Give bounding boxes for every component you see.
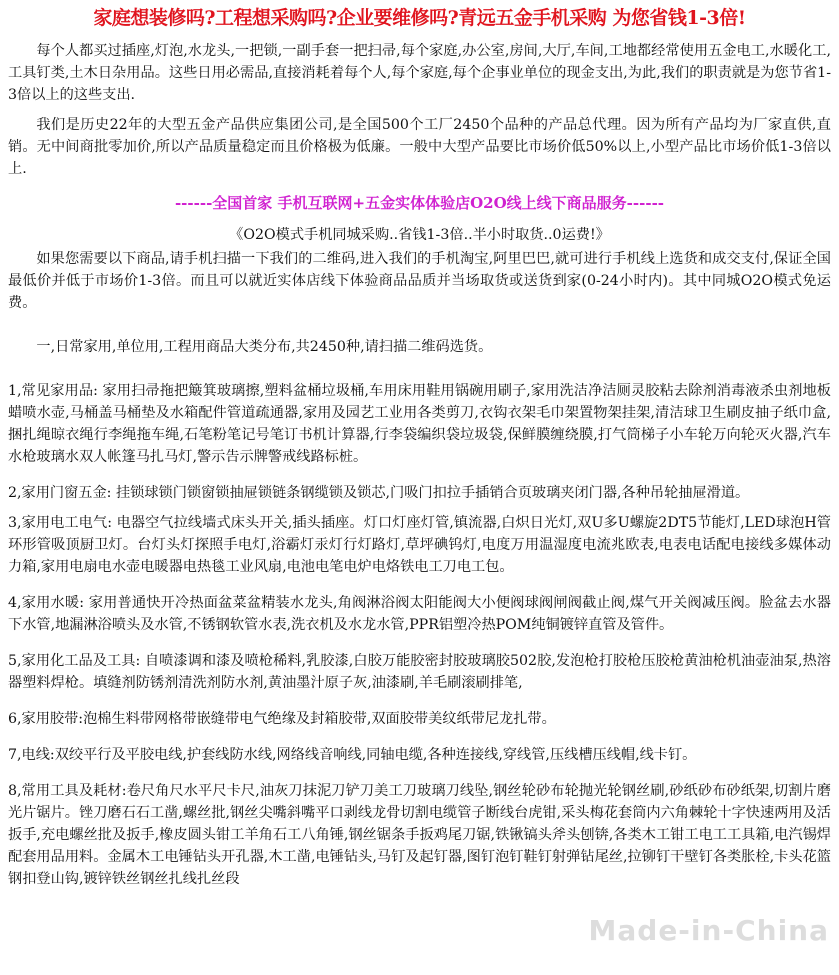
o2o-subtitle: 《O2O模式手机同城采购..省钱1-3倍..半小时取货..0运费!》 bbox=[229, 227, 610, 243]
intro-paragraph-1: 每个人都买过插座,灯泡,水龙头,一把锁,一副手套一把扫帚,每个家庭,办公室,房间,大厅,车间,工地都经常使用五金电工,水暖化工,工具钉类,土木日杂用品。这些日用必需品,直接消耗着每个人,每个家庭,每个企事业单位的现金支出,为此,我们的职责就是为您节省1-3倍以上的这些支出. bbox=[8, 43, 831, 103]
o2o-banner: ------全国首家 手机互联网+五金实体体验店O2O线上线下商品服务------ bbox=[174, 194, 665, 212]
category-item: 3,家用电工电气: 电器空气拉线墙式床头开关,插头插座。灯口灯座灯管,镇流器,白炽日光灯,双U多U螺旋2DT5节能灯,LED球泡H管环形管吸顶厨卫灯。台灯头灯探照手电灯,浴霸灯汞灯行灯路灯,草坪碘钨灯,电度万用温湿度电流兆欧表,电表电话配电接线多媒体动力箱,家用电扇电水壶电暖器电热毯工业风扇,电池电笔电炉电烙铁电工刀电工包。 bbox=[8, 515, 831, 575]
category-item: 2,家用门窗五金: 挂锁球锁门锁窗锁抽屉锁链条钢缆锁及锁芯,门吸门扣拉手插销合页玻璃夹闭门器,各种吊轮抽屉滑道。 bbox=[8, 485, 750, 501]
headline: 家庭想装修吗?工程想采购吗?企业要维修吗?青远五金手机采购 为您省钱1-3倍! bbox=[93, 7, 746, 29]
category-item: 4,家用水暖: 家用普通快开冷热面盆菜盆精装水龙头,角阀淋浴阀太阳能阀大小便阀球阀闸阀截止阀,煤气开关阀减压阀。脸盆去水器下水管,地漏淋浴喷头及水管,不锈钢软管水表,洗衣机及水龙水管,PPR铝塑冷热POM纯铜镀锌直管及管件。 bbox=[8, 595, 831, 633]
section-heading: 一,日常家用,单位用,工程用商品大类分布,共2450种,请扫描二维码选货。 bbox=[36, 339, 493, 355]
category-item: 8,常用工具及耗材:卷尺角尺水平尺卡尺,油灰刀抹泥刀铲刀美工刀玻璃刀线坠,钢丝轮砂布轮抛光轮钢丝刷,砂纸砂布砂纸架,切割片磨光片锯片。锉刀磨石石工凿,螺丝批,钢丝尖嘴斜嘴平口剥线龙骨切割电缆管子断线台虎钳,采头梅花套筒内六角棘轮十字快速两用及活扳手,充电螺丝批及扳手,橡皮圆头钳工羊角石工八角锤,钢丝锯条手扳鸡尾刀锯,铁锹镐头斧头刨锛,各类木工钳工电工工具箱,电汽锡焊配套用品用料。金属木工电锤钻头开孔器,木工凿,电锤钻头,马钉及起钉器,图钉泡钉鞋钉射弹钻尾丝,拉铆钉干壁钉各类胀栓,卡头花篮钢扣登山钩,镀锌铁丝钢丝扎线扎丝段 bbox=[8, 783, 831, 887]
watermark: Made-in-China bbox=[588, 914, 829, 947]
category-item: 6,家用胶带:泡棉生料带网格带嵌缝带电气绝缘及封箱胶带,双面胶带美纹纸带尼龙扎带。 bbox=[8, 711, 556, 727]
category-item: 5,家用化工品及工具: 自喷漆调和漆及喷枪稀料,乳胶漆,白胶万能胶密封胶玻璃胶502胶,发泡枪打胶枪压胶枪黄油枪机油壶油泵,热溶器塑料焊枪。填缝剂防锈剂清洗剂防水剂,黄油墨汁原子灰,油漆刷,羊毛刷滚刷排笔, bbox=[8, 653, 831, 691]
category-item: 1,常见家用品: 家用扫帚拖把簸箕玻璃擦,塑料盆桶垃圾桶,车用床用鞋用锅碗用刷子,家用洗洁净洁厕灵胶粘去除剂消毒液杀虫剂地板蜡喷水壶,马桶盖马桶垫及水箱配件管道疏通器,家用及园艺工业用各类剪刀,衣钩衣架毛巾架置物架挂架,清洁球卫生刷皮抽子纸巾盒,捆扎绳晾衣绳行李绳拖车绳,石笔粉笔记号笔订书机计算器,行李袋编织袋垃圾袋,保鲜膜缠绕膜,打气筒梯子小车轮万向轮灭火器,汽车水枪玻璃水双人帐篷马扎马灯,警示告示牌警戒线路标桩。 bbox=[8, 383, 831, 465]
scan-instruction: 如果您需要以下商品,请手机扫描一下我们的二维码,进入我们的手机淘宝,阿里巴巴,就可进行手机线上选货和成交支付,保证全国最低价并低于市场价1-3倍。而且可以就近实体店线下体验商品品质并当场取货或送货到家(0-24小时内)。其中同城O2O模式免运费。 bbox=[8, 251, 831, 311]
category-item: 7,电线:双绞平行及平胶电线,护套线防水线,网络线音响线,同轴电缆,各种连接线,穿线管,压线槽压线帽,线卡钉。 bbox=[8, 747, 697, 763]
intro-paragraph-2: 我们是历史22年的大型五金产品供应集团公司,是全国500个工厂2450个品种的产品总代理。因为所有产品均为厂家直供,直销。无中间商批零加价,所以产品质量稳定而且价格极为低廉。一般中大型产品要比市场价低50%以上,小型产品比市场价低1-3倍以上. bbox=[8, 117, 831, 177]
